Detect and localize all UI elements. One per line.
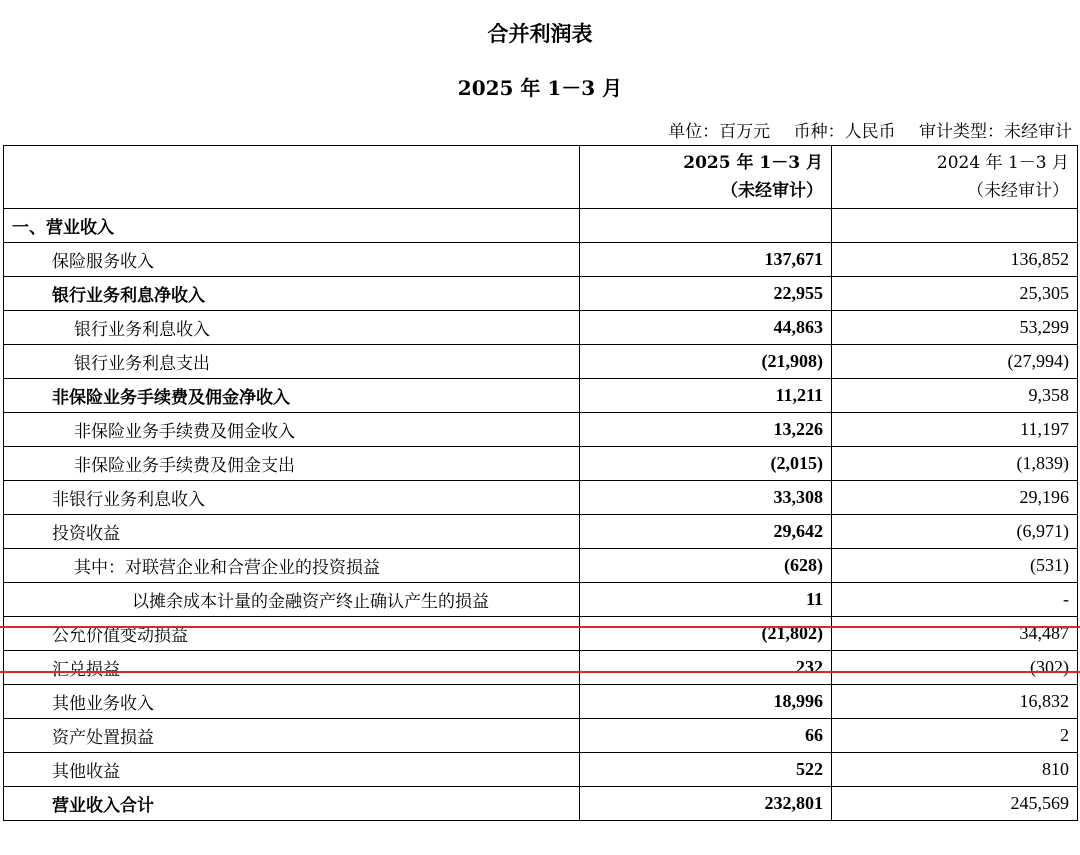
table-row: [4, 481, 1078, 515]
table-row: [4, 379, 1078, 413]
row-prior-value: 245,569: [832, 787, 1078, 821]
table-row: [4, 719, 1078, 753]
table-row: [4, 583, 1078, 617]
row-label: 投资收益: [4, 515, 580, 549]
header-blank-cell: [4, 146, 580, 209]
row-current-value: 232: [580, 651, 832, 685]
table-row-total: [4, 787, 1078, 821]
audit-type-label: 审计类型：未经审计: [919, 122, 1072, 142]
row-prior-value: 810: [832, 753, 1078, 787]
header-current-period-line1: 2025 年 1－3 月: [683, 153, 823, 173]
row-prior-value: 25,305: [832, 277, 1078, 311]
row-prior-value: 9,358: [832, 379, 1078, 413]
row-prior-value: -: [832, 583, 1078, 617]
row-current-value: 44,863: [580, 311, 832, 345]
row-label: 银行业务利息净收入: [4, 277, 580, 311]
row-current-value: (21,908): [580, 345, 832, 379]
row-prior-value: 16,832: [832, 685, 1078, 719]
table-row: [4, 685, 1078, 719]
row-current-value: 11: [580, 583, 832, 617]
row-label: 一、营业收入: [4, 209, 580, 243]
header-prior-period-line1: 2024 年 1－3 月: [936, 153, 1069, 173]
row-label: 其他业务收入: [4, 685, 580, 719]
row-prior-value: (302): [832, 651, 1078, 685]
row-label: 汇兑损益: [4, 651, 580, 685]
row-prior-value: [832, 209, 1078, 243]
row-prior-value: 53,299: [832, 311, 1078, 345]
row-label: 非银行业务利息收入: [4, 481, 580, 515]
row-current-value: 137,671: [580, 243, 832, 277]
table-row: [4, 651, 1078, 685]
row-current-value: (21,802): [580, 617, 832, 651]
row-label: 非保险业务手续费及佣金净收入: [4, 379, 580, 413]
income-statement-table: [3, 145, 1078, 821]
table-row: [4, 277, 1078, 311]
table-row: [4, 413, 1078, 447]
row-prior-value: 29,196: [832, 481, 1078, 515]
row-prior-value: (1,839): [832, 447, 1078, 481]
table-header-row: [4, 146, 1078, 209]
table-row: [4, 753, 1078, 787]
row-prior-value: 11,197: [832, 413, 1078, 447]
row-label: 银行业务利息支出: [4, 345, 580, 379]
document-title: 合并利润表: [487, 21, 593, 46]
row-current-value: 22,955: [580, 277, 832, 311]
row-current-value: 11,211: [580, 379, 832, 413]
row-prior-value: 2: [832, 719, 1078, 753]
unit-label: 单位：百万元: [668, 122, 771, 142]
row-label: 非保险业务手续费及佣金收入: [4, 413, 580, 447]
row-current-value: 66: [580, 719, 832, 753]
header-current-period: [580, 146, 832, 209]
table-row: [4, 311, 1078, 345]
table-row: [4, 447, 1078, 481]
header-prior-period: [832, 146, 1078, 209]
row-label: 保险服务收入: [4, 243, 580, 277]
table-row: [4, 515, 1078, 549]
row-label: 以摊余成本计量的金融资产终止确认产生的损益: [4, 583, 580, 617]
row-current-value: 33,308: [580, 481, 832, 515]
row-prior-value: 34,487: [832, 617, 1078, 651]
row-label: 资产处置损益: [4, 719, 580, 753]
row-current-value: (628): [580, 549, 832, 583]
row-current-value: 13,226: [580, 413, 832, 447]
row-current-value: 18,996: [580, 685, 832, 719]
header-current-period-line2: （未经审计）: [721, 181, 823, 201]
row-label: 非保险业务手续费及佣金支出: [4, 447, 580, 481]
row-prior-value: (6,971): [832, 515, 1078, 549]
report-period: 2025 年 1－3 月: [457, 76, 623, 100]
row-label: 公允价值变动损益: [4, 617, 580, 651]
table-row: [4, 345, 1078, 379]
row-prior-value: 136,852: [832, 243, 1078, 277]
row-prior-value: (27,994): [832, 345, 1078, 379]
table-row-highlighted: [4, 617, 1078, 651]
header-prior-period-line2: （未经审计）: [967, 181, 1069, 201]
row-current-value: 232,801: [580, 787, 832, 821]
row-label: 营业收入合计: [4, 787, 580, 821]
table-row: [4, 243, 1078, 277]
report-meta: [650, 117, 1072, 142]
table-row: [4, 209, 1078, 243]
currency-label: 币种：人民币: [793, 122, 896, 142]
row-current-value: (2,015): [580, 447, 832, 481]
row-current-value: [580, 209, 832, 243]
row-label: 其中：对联营企业和合营企业的投资损益: [4, 549, 580, 583]
row-current-value: 522: [580, 753, 832, 787]
row-label: 银行业务利息收入: [4, 311, 580, 345]
row-label: 其他收益: [4, 753, 580, 787]
row-prior-value: (531): [832, 549, 1078, 583]
row-current-value: 29,642: [580, 515, 832, 549]
table-row: [4, 549, 1078, 583]
